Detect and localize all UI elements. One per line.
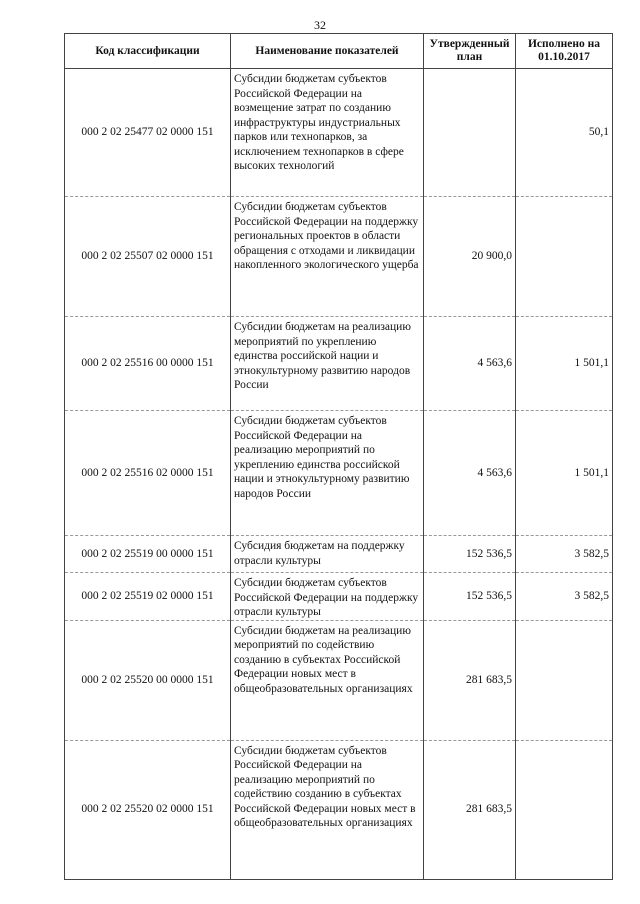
table-row [65, 411, 613, 536]
table-row [65, 620, 613, 740]
indicator-name: Субсидии бюджетам на реализацию мероприятий по содействию созданию в субъектах Российской Федерации новых мест в общеобразовательных организациях [231, 620, 424, 740]
indicator-name: Субсидия бюджетам на поддержку отрасли культуры [231, 536, 424, 573]
indicator-name: Субсидии бюджетам субъектов Российской Федерации на возмещение затрат по созданию инфраструктуры индустриальных парков или технопарков, за исключением технопарков в сфере высоких технологий [231, 69, 424, 197]
header-code: Код классификации [65, 34, 231, 69]
table-row [65, 197, 613, 317]
executed-value: 3 582,5 [516, 573, 613, 621]
plan-value: 20 900,0 [424, 197, 516, 317]
executed-value: 3 582,5 [516, 536, 613, 573]
classification-code: 000 2 02 25520 00 0000 151 [65, 620, 231, 740]
plan-value: 4 563,6 [424, 411, 516, 536]
classification-code: 000 2 02 25516 02 0000 151 [65, 411, 231, 536]
header-executed: Исполнено на 01.10.2017 [516, 34, 613, 69]
classification-code: 000 2 02 25519 00 0000 151 [65, 536, 231, 573]
indicator-name: Субсидии бюджетам субъектов Российской Федерации на поддержку отрасли культуры [231, 573, 424, 621]
header-name: Наименование показателей [231, 34, 424, 69]
page-number: 32 [314, 18, 326, 32]
indicator-name: Субсидии бюджетам на реализацию мероприятий по укреплению единства российской нации и этнокультурному развитию народов России [231, 317, 424, 411]
table-row [65, 536, 613, 573]
table-header-row [65, 34, 613, 69]
classification-code: 000 2 02 25477 02 0000 151 [65, 69, 231, 197]
table-row [65, 740, 613, 879]
executed-value: 50,1 [516, 69, 613, 197]
executed-value [516, 197, 613, 317]
plan-value: 281 683,5 [424, 740, 516, 879]
classification-code: 000 2 02 25519 02 0000 151 [65, 573, 231, 621]
indicator-name: Субсидии бюджетам субъектов Российской Федерации на реализацию мероприятий по содействию созданию в субъектах Российской Федерации новых мест в общеобразовательных организациях [231, 740, 424, 879]
executed-value: 1 501,1 [516, 317, 613, 411]
plan-value: 152 536,5 [424, 573, 516, 621]
executed-value [516, 740, 613, 879]
table-row [65, 317, 613, 411]
classification-code: 000 2 02 25516 00 0000 151 [65, 317, 231, 411]
indicator-name: Субсидии бюджетам субъектов Российской Федерации на поддержку региональных проектов в области обращения с отходами и ликвидации накопленного экологического ущерба [231, 197, 424, 317]
plan-value [424, 69, 516, 197]
executed-value: 1 501,1 [516, 411, 613, 536]
classification-code: 000 2 02 25507 02 0000 151 [65, 197, 231, 317]
classification-code: 000 2 02 25520 02 0000 151 [65, 740, 231, 879]
header-plan: Утвержденный план [424, 34, 516, 69]
table-row [65, 573, 613, 621]
budget-table [64, 33, 613, 880]
indicator-name: Субсидии бюджетам субъектов Российской Федерации на реализацию мероприятий по укреплению единства российской нации и этнокультурному развитию народов России [231, 411, 424, 536]
plan-value: 281 683,5 [424, 620, 516, 740]
executed-value [516, 620, 613, 740]
plan-value: 152 536,5 [424, 536, 516, 573]
plan-value: 4 563,6 [424, 317, 516, 411]
table-row [65, 69, 613, 197]
